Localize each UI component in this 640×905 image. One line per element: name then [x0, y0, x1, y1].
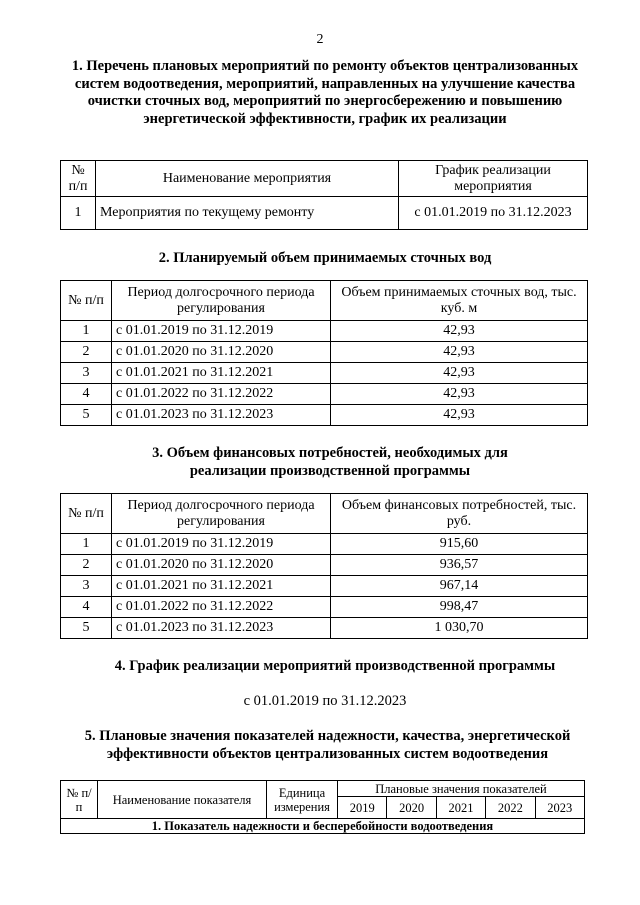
- table-row: [61, 618, 588, 639]
- section3-title: 3. Объем финансовых потребностей, необходимых для реализации производственной программы: [152, 445, 508, 479]
- table-row: [61, 342, 588, 363]
- section4-period: с 01.01.2019 по 31.12.2023: [243, 693, 407, 709]
- section2-title: 2. Планируемый объем принимаемых сточных вод: [158, 250, 492, 266]
- section5-title: 5. Плановые значения показателей надежности, качества, энергетической эффективности объектов централизованных систем водоотведения: [84, 728, 571, 762]
- section2-row-value: 42,93: [331, 384, 588, 405]
- section2-row-period: с 01.01.2022 по 31.12.2022: [112, 384, 331, 405]
- section1-row-schedule: с 01.01.2019 по 31.12.2023: [399, 197, 588, 230]
- table-row: [61, 363, 588, 384]
- section1-row-num: 1: [61, 197, 96, 230]
- table-row: [61, 597, 588, 618]
- section3-row-value: 998,47: [331, 597, 588, 618]
- section5-header-name: Наименование показателя: [98, 781, 267, 819]
- table-row: [61, 576, 588, 597]
- section2-row-value: 42,93: [331, 321, 588, 342]
- section2-row-num: 3: [61, 363, 112, 384]
- section5-header-year-2023: 2023: [535, 797, 585, 819]
- section5-header-num: № п/п: [61, 781, 98, 819]
- table-row: [61, 534, 588, 555]
- section2-header-volume: Объем принимаемых сточных вод, тыс. куб. м: [331, 281, 588, 321]
- section1-header-schedule: График реализации мероприятия: [399, 161, 588, 197]
- section3-row-value: 936,57: [331, 555, 588, 576]
- section1-table: [60, 160, 588, 230]
- section5-header-year-2021: 2021: [436, 797, 485, 819]
- section3-row-value: 967,14: [331, 576, 588, 597]
- section3-row-period: с 01.01.2021 по 31.12.2021: [112, 576, 331, 597]
- table-row: [61, 384, 588, 405]
- section3-row-period: с 01.01.2020 по 31.12.2020: [112, 555, 331, 576]
- section2-row-period: с 01.01.2021 по 31.12.2021: [112, 363, 331, 384]
- section2-row-num: 2: [61, 342, 112, 363]
- section3-row-value: 1 030,70: [331, 618, 588, 639]
- section3-row-num: 3: [61, 576, 112, 597]
- section1-header-name: Наименование мероприятия: [96, 161, 399, 197]
- section3-row-period: с 01.01.2019 по 31.12.2019: [112, 534, 331, 555]
- section3-row-num: 5: [61, 618, 112, 639]
- section3-table: [60, 493, 588, 639]
- section3-row-num: 2: [61, 555, 112, 576]
- section2-row-num: 4: [61, 384, 112, 405]
- section2-header-period: Период долгосрочного периода регулирования: [112, 281, 331, 321]
- section1-title: 1. Перечень плановых мероприятий по ремонту объектов централизованных систем водоотведения, мероприятий, направленных на улучшение качества очистки сточных вод, мероприятий по энергосбережению и повышению энергетической эффективности, график их реализации: [71, 58, 579, 127]
- section1-header-num: № п/п: [61, 161, 96, 197]
- table-row: [61, 321, 588, 342]
- section3-row-num: 1: [61, 534, 112, 555]
- section1-row-name: Мероприятия по текущему ремонту: [96, 197, 399, 230]
- section2-row-num: 1: [61, 321, 112, 342]
- section5-header-year-2019: 2019: [338, 797, 387, 819]
- section2-row-period: с 01.01.2019 по 31.12.2019: [112, 321, 331, 342]
- table-row: [61, 197, 588, 230]
- section2-table: [60, 280, 588, 426]
- section5-header-year-2020: 2020: [387, 797, 436, 819]
- section2-row-period: с 01.01.2023 по 31.12.2023: [112, 405, 331, 426]
- section2-row-value: 42,93: [331, 342, 588, 363]
- section5-subheading: 1. Показатель надежности и бесперебойности водоотведения: [61, 819, 585, 834]
- section3-row-num: 4: [61, 597, 112, 618]
- table-row: [61, 555, 588, 576]
- section2-header-num: № п/п: [61, 281, 112, 321]
- page-number: 2: [316, 32, 324, 47]
- section3-row-period: с 01.01.2022 по 31.12.2022: [112, 597, 331, 618]
- section3-row-period: с 01.01.2023 по 31.12.2023: [112, 618, 331, 639]
- section2-row-period: с 01.01.2020 по 31.12.2020: [112, 342, 331, 363]
- section5-table: [60, 780, 585, 834]
- section5-header-year-2022: 2022: [486, 797, 535, 819]
- section4-title: 4. График реализации мероприятий производственной программы: [114, 658, 556, 674]
- section3-header-num: № п/п: [61, 494, 112, 534]
- section3-header-volume: Объем финансовых потребностей, тыс. руб.: [331, 494, 588, 534]
- table-row: [61, 405, 588, 426]
- section2-row-num: 5: [61, 405, 112, 426]
- section5-header-unit: Единица измерения: [267, 781, 338, 819]
- section2-row-value: 42,93: [331, 405, 588, 426]
- section3-row-value: 915,60: [331, 534, 588, 555]
- section2-row-value: 42,93: [331, 363, 588, 384]
- section5-header-planned: Плановые значения показателей: [338, 781, 585, 797]
- section3-header-period: Период долгосрочного периода регулирования: [112, 494, 331, 534]
